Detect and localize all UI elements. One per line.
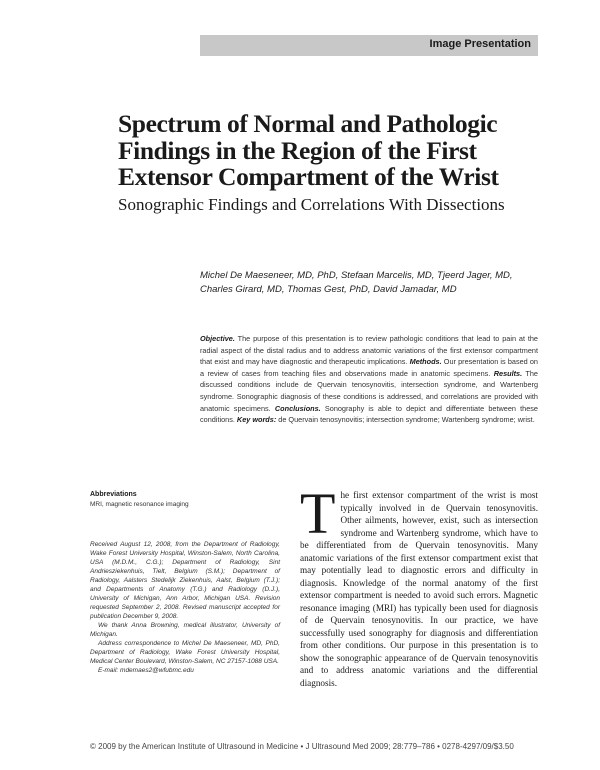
abstract-objective-text: The purpose of this presentation is to review pathologic conditions that lead to pain at the radial aspect of the distal radius and to address anatomic variations of the first extensor compartment that exist and may have diagnostic and therapeutic implications. — [200, 334, 538, 367]
abstract-methods-label: Methods. — [409, 357, 442, 367]
abbreviations-text: MRI, magnetic resonance imaging — [90, 501, 189, 508]
abstract-keywords-label: Key words: — [236, 415, 277, 425]
section-header-bar — [200, 35, 538, 56]
article-title: Spectrum of Normal and Pathologic Findings in the Region of the First Extensor Compartment of the Wrist — [118, 109, 499, 191]
footnote-correspondence: Address correspondence to Michel De Maeseneer, MD, PhD, Department of Radiology, Wake Forest University Hospital, Medical Center Boulevard, Winston-Salem, NC 27157-1088 USA. — [90, 640, 280, 665]
abstract-results-text: The discussed conditions include de Quervain tenosynovitis, intersection syndrome, and Wartenberg syndrome. Sonographic diagnosis of these conditions is addressed, and correlations are provided with anatomic specimens. — [200, 368, 538, 413]
abstract-objective-label: Objective. — [200, 334, 235, 343]
footnote-email: E-mail: mdemaes2@wfubmc.edu — [98, 667, 194, 674]
drop-cap: T — [300, 481, 336, 546]
article-subtitle: Sonographic Findings and Correlations With Dissections — [118, 195, 505, 214]
abstract-conclusions-text: Sonography is able to depict and differentiate between these conditions. — [200, 403, 538, 425]
page-footer: © 2009 by the American Institute of Ultrasound in Medicine • J Ultrasound Med 2009; 28:779–786 • 0278-4297/09/$3.50 — [90, 742, 514, 751]
abstract-methods-text: Our presentation is based on a review of cases from teaching files and observations made in anatomic specimens. — [200, 357, 538, 378]
abstract-keywords-text: de Quervain tenosynovitis; intersection syndrome; Wartenberg syndrome; wrist. — [276, 415, 535, 425]
footnote-thanks: We thank Anna Browning, medical illustrator, University of Michigan. — [90, 622, 280, 638]
author-list: Michel De Maeseneer, MD, PhD, Stefaan Marcelis, MD, Tjeerd Jager, MD, Charles Girard, MD, Thomas Gest, PhD, David Jamadar, MD — [200, 270, 513, 295]
abbreviations-title: Abbreviations — [90, 491, 137, 498]
abstract-results-label: Results. — [493, 368, 523, 378]
abstract — [200, 333, 538, 426]
abstract-conclusions-label: Conclusions. — [274, 403, 321, 413]
body-paragraph: he first extensor compartment of the wrist is most typically involved in de Quervain tenosynovitis. Other ailments, however, exist, such as intersection syndrome and Wartenberg syndrome, which have to be differentiated from de Quervain tenosynovitis. Many anatomic variations of the first extensor compartment exist that may potentially lead to diagnostic errors and difficulty in diagnosis. Knowledge of the normal anatomy of the first extensor compartment is needed to avoid such errors. Magnetic resonance imaging (MRI) has typically been used for diagnosis of de Quervain tenosynovitis. In our practice, we have successfully used sonography for diagnosis and differentiation from other conditions. Our purpose in this presentation is to show the sonographic appearance of de Quervain tenosynovitis and to address anatomic variations and the differential diagnosis. — [300, 490, 538, 688]
article-footnote — [90, 540, 280, 675]
section-label: Image Presentation — [429, 38, 531, 50]
footnote-received: Received August 12, 2008, from the Department of Radiology, Wake Forest University Hospital, Winston-Salem, North Carolina, USA (M.D.M., C.G.); Department of Radiology, Sint Andriesziekenhuis, Tielt, Belgium (S.M.); Department of Radiology, Aalsters Stedelijk Ziekenhuis, Aalst, Belgium (T.J.); and Departments of Anatomy (T.G.) and Radiology (D.J.), University of Michigan, Ann Arbor, Michigan USA. Revision requested September 2, 2008. Revised manuscript accepted for publication December 9, 2008. — [90, 541, 280, 620]
body-text-column — [300, 481, 538, 689]
